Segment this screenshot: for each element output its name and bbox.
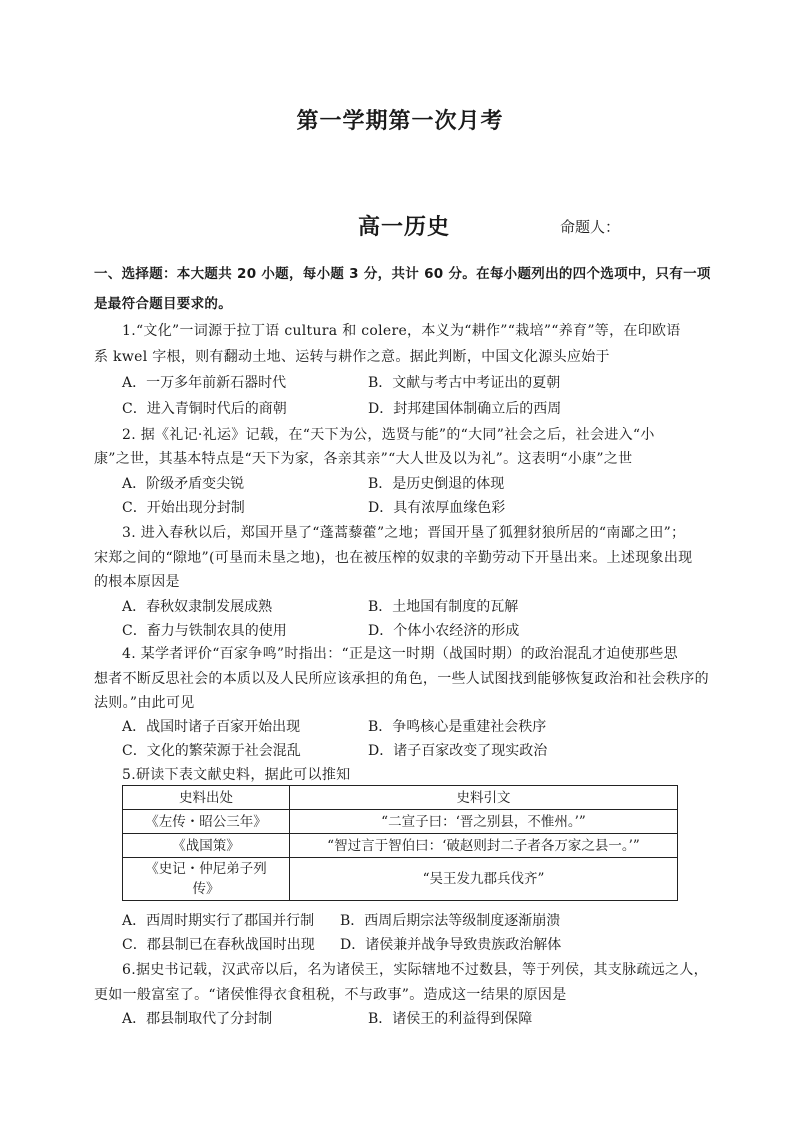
q1-stem-line1: 1.“文化”一词源于拉丁语 cultura 和 colere，本义为“耕作”“栽培”“养育”等，在印欧语 (122, 323, 681, 339)
q4-option-d: D．诸子百家改变了现实政治 (368, 743, 548, 759)
table-row (123, 810, 678, 834)
table-cell: “吴王发九郡兵伐齐” (290, 858, 678, 901)
table-header-row (123, 786, 678, 810)
q5-stem: 5.研读下表文献史料，据此可以推知 (122, 767, 351, 783)
q3-stem-line1: 3. 进入春秋以后，郑国开垦了“蓬蒿藜藿”之地；晋国开垦了狐狸豺狼所居的“南鄙之田”； (122, 525, 686, 541)
q6-stem-line1: 6.据史书记载，汉武帝以后，名为诸侯王，实际辖地不过数县，等于列侯，其支脉疏远之人， (122, 962, 708, 978)
q5-option-b: B．西周后期宗法等级制度逐渐崩溃 (340, 913, 561, 929)
q4-stem-line1: 4. 某学者评价“百家争鸣”时指出：“正是这一时期（战国时期）的政治混乱才迫使那些思 (122, 646, 678, 662)
q4-stem-line3: 法则。”由此可见 (94, 695, 195, 711)
q5-option-c: C．郡县制已在春秋战国时出现 (122, 937, 315, 953)
q2-stem-line1: 2. 据《礼记·礼运》记载，在“天下为公，选贤与能”的“大同”社会之后，社会进入“小 (122, 427, 655, 443)
q3-option-c: C．畜力与铁制农具的使用 (122, 623, 287, 639)
table-header-cell: 史料引文 (290, 786, 678, 810)
q3-option-a: A．春秋奴隶制发展成熟 (122, 599, 273, 615)
section-instructions-line1: 一、选择题：本大题共 20 小题，每小题 3 分，共计 60 分。在每小题列出的四个选项中，只有一项 (94, 266, 711, 282)
table-row (123, 834, 678, 858)
q1-option-a: A．一万多年前新石器时代 (122, 375, 287, 391)
q2-stem-line2: 康”之世，其基本特点是“天下为家，各亲其亲”“大人世及以为礼”。这表明“小康”之世 (94, 451, 633, 467)
author-label: 命题人： (560, 218, 621, 236)
q2-option-d: D．具有浓厚血缘色彩 (368, 500, 506, 516)
source-table (122, 785, 678, 901)
q6-stem-line2: 更如一般富室了。“诸侯惟得衣食租税，不与政事”。造成这一结果的原因是 (94, 987, 567, 1003)
table-cell-line: 《史记・仲尼弟子列 (145, 861, 267, 877)
subject-title: 高一历史 (358, 214, 451, 240)
table-row (123, 858, 678, 901)
table-cell: “智过言于智伯曰：‘破赵则封二子者各万家之县一。’” (290, 834, 678, 858)
table-cell-line: 传》 (192, 881, 220, 897)
table-cell (123, 858, 290, 901)
q1-option-c: C．进入青铜时代后的商朝 (122, 401, 287, 417)
q4-option-c: C．文化的繁荣源于社会混乱 (122, 743, 301, 759)
q1-stem-line2: 系 kwel 字根，则有翻动土地、运转与耕作之意。据此判断，中国文化源头应始于 (94, 349, 610, 365)
q4-stem-line2: 想者不断反思社会的本质以及人民所应该承担的角色，一些人试图找到能够恢复政治和社会秩序的 (94, 671, 709, 687)
q3-stem-line2: 宋郑之间的“隙地”(可垦而未垦之地)，也在被压榨的奴隶的辛勤劳动下开垦出来。上述现象出现 (94, 550, 693, 566)
section-instructions-line2: 是最符合题目要求的。 (94, 296, 232, 312)
q1-option-b: B．文献与考古中考证出的夏朝 (368, 375, 561, 391)
q5-option-a: A．西周时期实行了郡国并行制 (122, 913, 315, 929)
q3-option-d: D．个体小农经济的形成 (368, 623, 520, 639)
q6-option-a: A．郡县制取代了分封制 (122, 1011, 273, 1027)
q2-option-c: C．开始出现分封制 (122, 500, 245, 516)
table-header-cell: 史料出处 (123, 786, 290, 810)
q2-option-b: B．是历史倒退的体现 (368, 476, 505, 492)
table-cell: “二宣子曰：‘晋之别县，不惟州。’” (290, 810, 678, 834)
table-cell: 《左传・昭公三年》 (123, 810, 290, 834)
q2-option-a: A．阶级矛盾变尖锐 (122, 476, 245, 492)
table-cell: 《战国策》 (123, 834, 290, 858)
q5-option-d: D．诸侯兼并战争导致贵族政治解体 (340, 937, 562, 953)
q6-option-b: B．诸侯王的利益得到保障 (368, 1011, 533, 1027)
exam-title: 第一学期第一次月考 (296, 108, 504, 134)
q1-option-d: D．封邦建国体制确立后的西周 (368, 401, 562, 417)
q4-option-b: B．争鸣核心是重建社会秩序 (368, 719, 547, 735)
q3-stem-line3: 的根本原因是 (94, 574, 180, 590)
q4-option-a: A．战国时诸子百家开始出现 (122, 719, 301, 735)
q3-option-b: B．土地国有制度的瓦解 (368, 599, 519, 615)
